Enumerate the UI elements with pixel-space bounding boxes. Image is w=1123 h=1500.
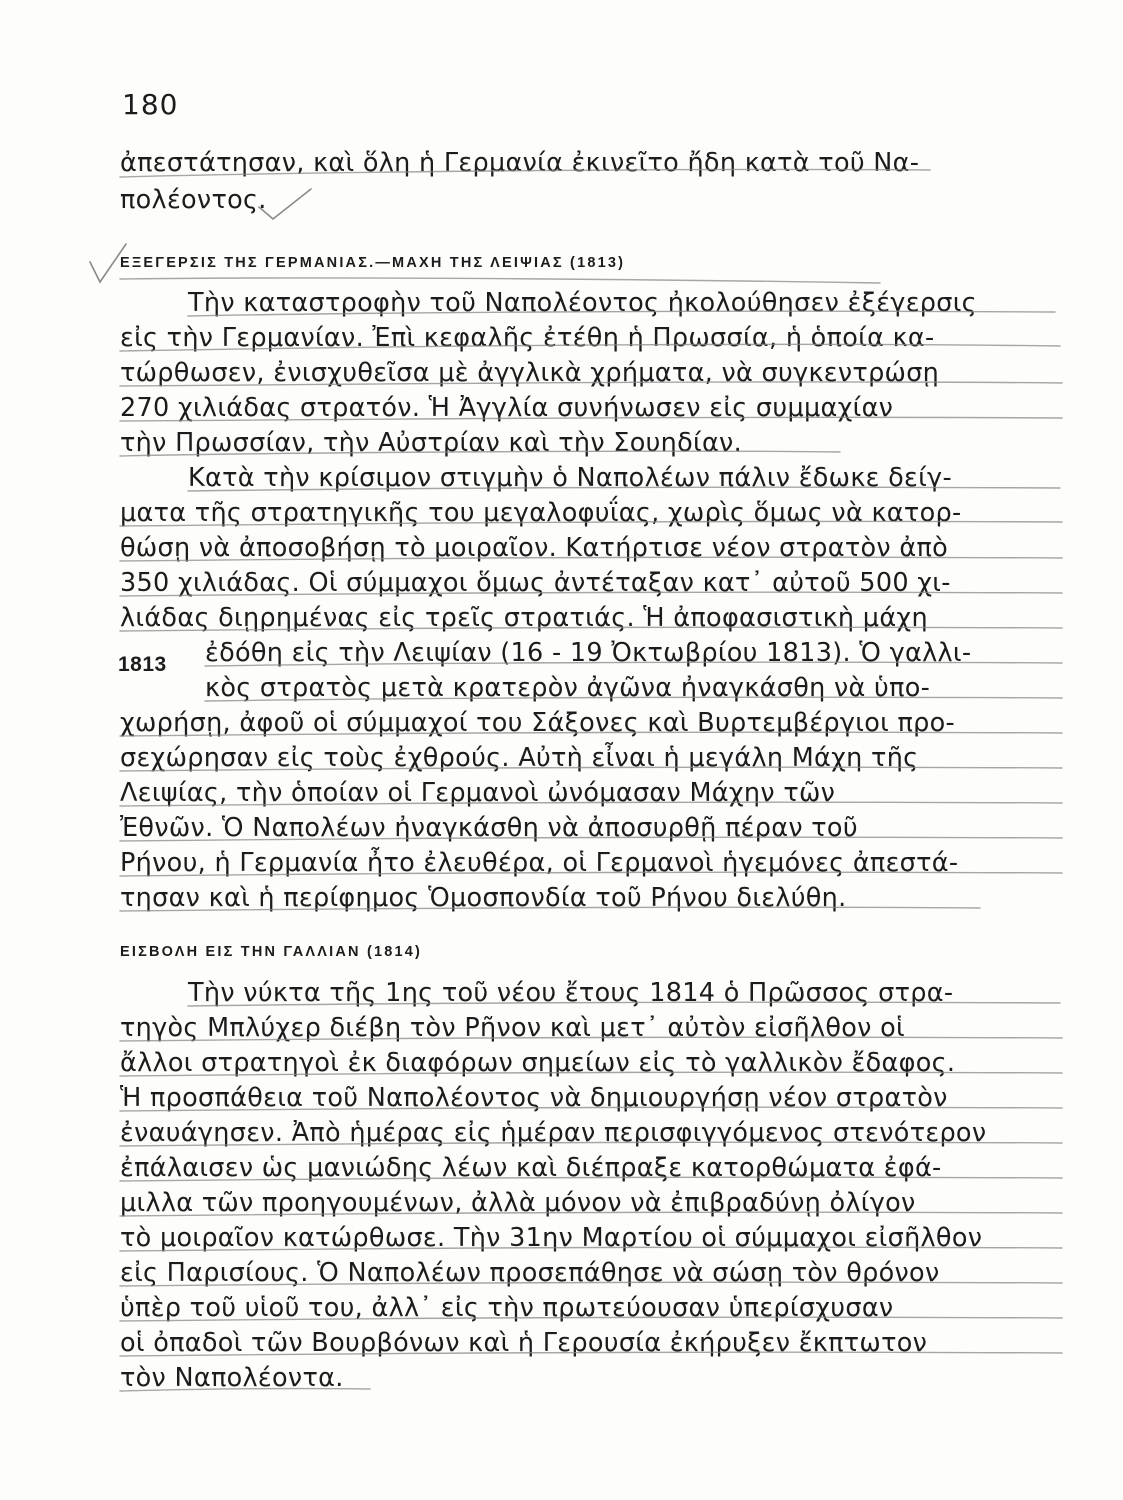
text-line: εἰς Παρισίους. Ὁ Ναπολέων προσεπάθησε νὰ σώσῃ τὸν θρόνον [120, 1258, 940, 1288]
text-line: 270 χιλιάδας στρατόν. Ἡ Ἀγγλία συνήνωσεν εἰς συμμαχίαν [120, 393, 894, 423]
text-line: ὑπὲρ τοῦ υἱοῦ του, ἀλλ᾽ εἰς τὴν πρωτεύουσαν ὑπερίσχυσαν [120, 1293, 894, 1323]
text-line: Τὴν νύκτα τῆς 1ης τοῦ νέου ἔτους 1814 ὁ Πρῶσσος στρα- [188, 978, 954, 1008]
text-line: χωρήσῃ, ἀφοῦ οἱ σύμμαχοί του Σάξονες καὶ Βυρτεμβέργιοι προ- [120, 708, 955, 738]
text-line: τὸ μοιραῖον κατώρθωσε. Τὴν 31ην Μαρτίου οἱ σύμμαχοι εἰσῆλθον [120, 1223, 983, 1253]
text-line: Κατὰ τὴν κρίσιμον στιγμὴν ὁ Ναπολέων πάλιν ἔδωκε δείγ- [188, 463, 952, 493]
text-line: ματα τῆς στρατηγικῆς του μεγαλοφυΐας, χωρὶς ὅμως νὰ κατορ- [120, 498, 962, 528]
section-heading-uprising: ΕΞΕΓΕΡΣΙΣ ΤΗΣ ΓΕΡΜΑΝΙΑΣ.—ΜΑΧΗ ΤΗΣ ΛΕΙΨΙΑΣ (1813) [120, 255, 626, 271]
text-line: θώσῃ νὰ ἀποσοβήσῃ τὸ μοιραῖον. Κατήρτισε νέον στρατὸν ἀπὸ [120, 533, 949, 563]
text-line: ἐπάλαισεν ὡς μανιώδης λέων καὶ διέπραξε κατορθώματα ἐφά- [120, 1153, 942, 1183]
text-line: οἱ ὀπαδοὶ τῶν Βουρβόνων καὶ ἡ Γερουσία ἐκήρυξεν ἔκπτωτον [120, 1328, 928, 1358]
text-line: Ρήνου, ἡ Γερμανία ἦτο ἐλευθέρα, οἱ Γερμανοὶ ἡγεμόνες ἀπεστά- [120, 848, 959, 878]
text-line: τησαν καὶ ἡ περίφημος Ὁμοσπονδία τοῦ Ρήνου διελύθη. [120, 883, 847, 913]
text-line: τώρθωσεν, ἐνισχυθεῖσα μὲ ἀγγλικὰ χρήματα, νὰ συγκεντρώσῃ [120, 358, 940, 388]
section-heading-invasion: ΕΙΣΒΟΛΗ ΕΙΣ ΤΗΝ ΓΑΛΛΙΑΝ (1814) [120, 944, 423, 960]
text-line: ἀπεστάτησαν, καὶ ὅλη ἡ Γερμανία ἐκινεῖτο ἤδη κατὰ τοῦ Να- [120, 148, 920, 178]
text-line: τηγὸς Μπλύχερ διέβη τὸν Ρῆνον καὶ μετ᾽ αὐτὸν εἰσῆλθον οἱ [120, 1013, 905, 1043]
text-line: σεχώρησαν εἰς τοὺς ἐχθρούς. Αὐτὴ εἶναι ἡ μεγάλη Μάχη τῆς [120, 743, 919, 773]
text-line: τὸν Ναπολέοντα. [120, 1363, 344, 1393]
text-line: μιλλα τῶν προηγουμένων, ἀλλὰ μόνον νὰ ἐπιβραδύνῃ ὀλίγον [120, 1188, 916, 1218]
text-line: Ἡ προσπάθεια τοῦ Ναπολέοντος νὰ δημιουργήσῃ νέον στρατὸν [120, 1083, 948, 1113]
margin-year: 1813 [118, 653, 167, 676]
text-line: ἐναυάγησεν. Ἀπὸ ἡμέρας εἰς ἡμέραν περισφιγγόμενος στενότερον [120, 1118, 987, 1148]
text-line: κὸς στρατὸς μετὰ κρατερὸν ἀγῶνα ἠναγκάσθη νὰ ὑπο- [205, 673, 931, 703]
text-line: τὴν Πρωσσίαν, τὴν Αὐστρίαν καὶ τὴν Σουηδίαν. [120, 428, 742, 458]
text-line: 350 χιλιάδας. Οἱ σύμμαχοι ὅμως ἀντέταξαν κατ᾽ αὐτοῦ 500 χι- [120, 568, 951, 598]
text-line: εἰς τὴν Γερμανίαν. Ἐπὶ κεφαλῆς ἐτέθη ἡ Πρωσσία, ἡ ὁποία κα- [120, 323, 935, 353]
text-line: ἄλλοι στρατηγοὶ ἐκ διαφόρων σημείων εἰς τὸ γαλλικὸν ἔδαφος. [120, 1048, 956, 1078]
text-line: πολέοντος. [120, 185, 267, 215]
text-line: λιάδας διῃρημένας εἰς τρεῖς στρατιάς. Ἡ ἀποφασιστικὴ μάχη [120, 603, 928, 633]
text-line: Τὴν καταστροφὴν τοῦ Ναπολέοντος ἠκολούθησεν ἐξέγερσις [188, 288, 977, 318]
text-line: Ἐθνῶν. Ὁ Ναπολέων ἠναγκάσθη νὰ ἀποσυρθῇ πέραν τοῦ [120, 813, 858, 843]
page-number: 180 [122, 88, 179, 121]
text-line: Λειψίας, τὴν ὁποίαν οἱ Γερμανοὶ ὠνόμασαν Μάχην τῶν [120, 778, 836, 808]
text-line: ἐδόθη εἰς τὴν Λειψίαν (16 - 19 Ὀκτωβρίου 1813). Ὁ γαλλι- [205, 638, 972, 668]
